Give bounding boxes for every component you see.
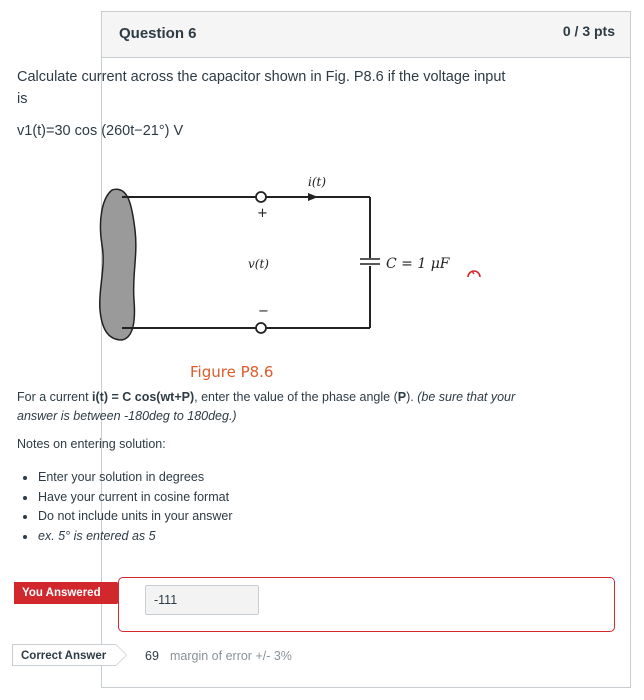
- question-prompt: Calculate current across the capacitor shown in Fig. P8.6 if the voltage input is: [17, 69, 506, 107]
- capacitor-label: C = 1 μF: [386, 256, 450, 272]
- question-points: 0 / 3 pts: [562, 23, 615, 39]
- instructions-bold-current: i(t) = C cos(wt+P): [92, 390, 195, 404]
- top-terminal: [256, 192, 266, 202]
- instructions-bold-phase: P: [397, 390, 407, 404]
- instructions-text-2: , enter the value of the phase angle (: [194, 390, 398, 404]
- bottom-terminal: [256, 323, 266, 333]
- figure-caption: Figure P8.6: [190, 363, 274, 381]
- correct-answer-badge: [12, 644, 116, 666]
- voltage-source-shape: [100, 189, 136, 340]
- question-equation: v1(t)=30 cos (260t−21°) V: [17, 123, 184, 139]
- you-answered-badge: You Answered: [14, 582, 117, 604]
- notes-item: Enter your solution in degrees: [20, 468, 233, 488]
- instructions-italic-note: (be sure that your answer is between -180deg to 180deg.): [17, 390, 516, 423]
- correct-answer-value: 69: [145, 649, 159, 663]
- notes-item: Have your current in cosine format: [20, 488, 233, 508]
- answer-box: [118, 577, 615, 632]
- correct-answer-label: Correct Answer: [21, 650, 107, 662]
- question-header: [102, 12, 630, 58]
- minus-sign: −: [258, 304, 269, 319]
- gauge-icon: [466, 266, 482, 280]
- voltage-label: v(t): [248, 257, 269, 271]
- margin-of-error: margin of error +/- 3%: [170, 649, 292, 663]
- instructions-text-1: For a current: [17, 390, 93, 404]
- current-label: i(t): [308, 175, 327, 189]
- notes-heading: Notes on entering solution:: [17, 437, 166, 451]
- question-title: Question 6: [119, 25, 197, 42]
- notes-list: [20, 468, 233, 547]
- notes-item: Do not include units in your answer: [20, 507, 233, 527]
- instructions-text-3: ).: [406, 390, 418, 404]
- instructions: [17, 388, 517, 426]
- notes-item: ex. 5° is entered as 5: [20, 527, 233, 547]
- current-arrow-icon: [308, 193, 318, 201]
- plus-sign: +: [257, 206, 268, 221]
- circuit-figure: [80, 160, 450, 390]
- answer-input[interactable]: -111: [145, 585, 259, 615]
